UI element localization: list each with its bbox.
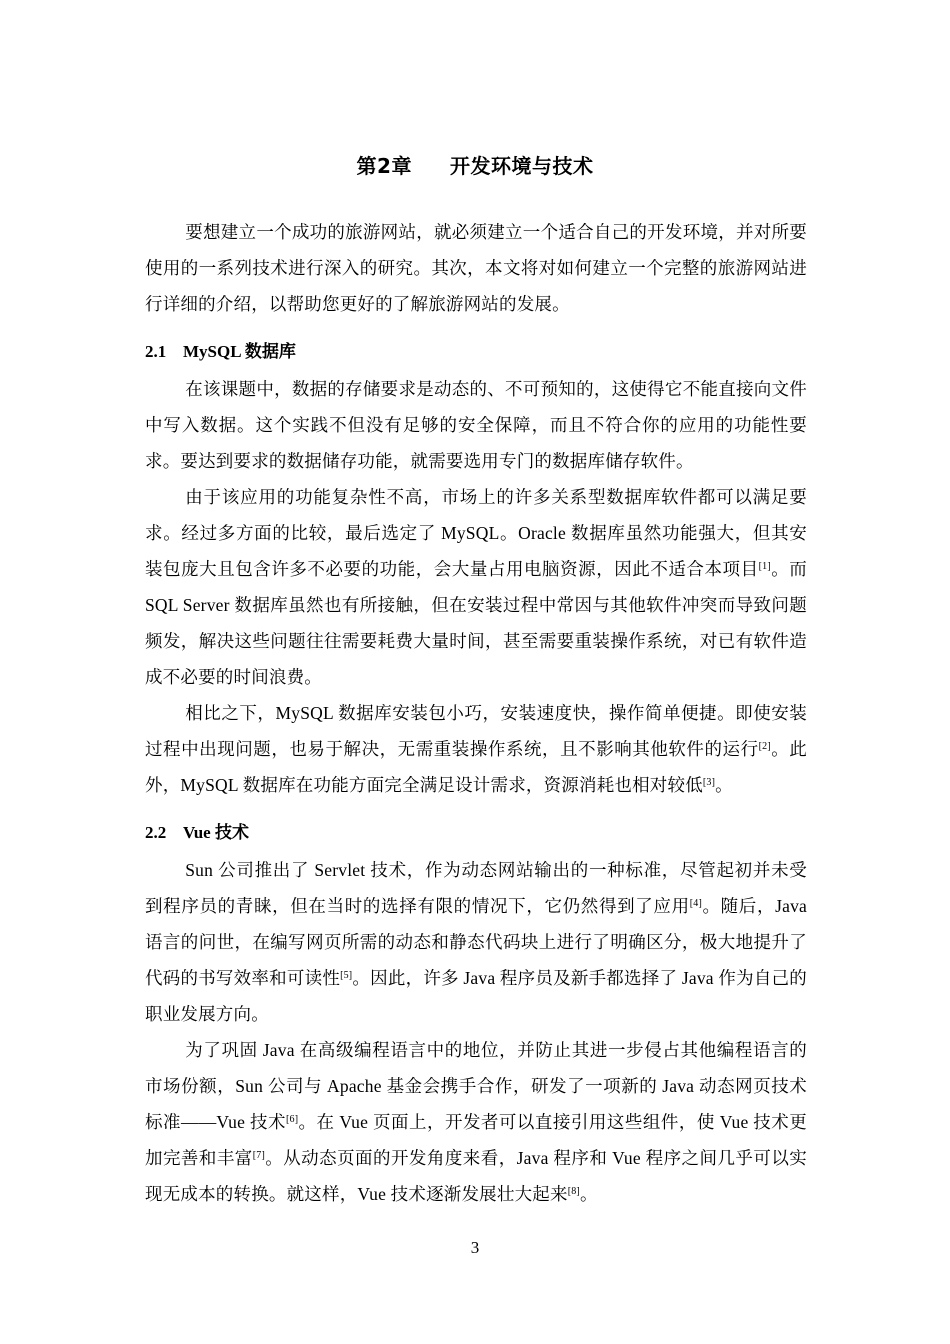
paragraph <box>145 1032 807 1212</box>
paragraph-text: Sun 公司推出了 Servlet 技术，作为动态网站输出的一种标准，尽管起初并未受到程序员的青睐，但在当时的选择有限的情况下，它仍然得到了应用 <box>145 860 807 916</box>
chapter-title <box>0 150 950 179</box>
paragraph-text: 由于该应用的功能复杂性不高，市场上的许多关系型数据库软件都可以满足要求。经过多方面的比较，最后选定了 MySQL。Oracle 数据库虽然功能强大，但其安装包庞大且包含许多不必要的功能，会大量占用电脑资源，因此不适合本项目 <box>145 487 807 579</box>
page-number: 3 <box>470 1238 480 1257</box>
citation-ref: [1] <box>758 561 771 572</box>
paragraph-text: 。 <box>579 1184 598 1204</box>
section-heading-2-2 <box>145 817 807 849</box>
citation-ref: [3] <box>702 777 716 788</box>
citation-ref: [4] <box>689 898 703 909</box>
chapter-name: 开发环境与技术 <box>449 154 594 178</box>
citation-ref: [6] <box>285 1114 299 1125</box>
paragraph-text: 为了巩固 Java 在高级编程语言中的地位，并防止其进一步侵占其他编程语言的市场份额，Sun 公司与 Apache 基金会携手合作，研发了一项新的 Java 动态网页技术标准——Vue 技术 <box>145 1040 807 1132</box>
paragraph-text: 。而 SQL Server 数据库虽然也有所接触，但在安装过程中常因与其他软件冲突而导致问题频发，解决这些问题往往需要耗费大量时间，甚至需要重装操作系统，对已有软件造成不必要的时间浪费。 <box>145 559 807 687</box>
citation-ref: [8] <box>567 1186 580 1197</box>
paragraph-text: 。从动态页面的开发角度来看，Java 程序和 Vue 程序之间几乎可以实现无成本的转换。就这样，Vue 技术逐渐发展壮大起来 <box>145 1148 807 1204</box>
paragraph-text: 。随后，Java 语言的问世，在编写网页所需的动态和静态代码块上进行了明确区分，极大地提升了代码的书写效率和可读性 <box>145 896 808 988</box>
paragraph <box>145 695 807 803</box>
section-number: 2.2 <box>145 823 167 842</box>
citation-ref: [7] <box>252 1150 266 1161</box>
paragraph-text: 。因此，许多 Java 程序员及新手都选择了 Java 作为自己的职业发展方向。 <box>145 968 807 1024</box>
paragraph <box>145 479 807 695</box>
section-heading-2-1 <box>145 336 807 368</box>
paragraph <box>145 852 807 1032</box>
citation-ref: [5] <box>340 970 353 981</box>
paragraph-text: 。 <box>715 775 733 795</box>
paragraph-text: 相比之下，MySQL 数据库安装包小巧，安装速度快，操作简单便捷。即使安装过程中出现问题，也易于解决，无需重装操作系统，且不影响其他软件的运行 <box>145 703 807 759</box>
section-title: Vue 技术 <box>183 823 249 842</box>
document-body <box>145 214 807 1212</box>
paragraph-text: 。在 Vue 页面上，开发者可以直接引用这些组件，使 Vue 技术更加完善和丰富 <box>145 1112 808 1168</box>
section-title: MySQL 数据库 <box>183 342 296 361</box>
citation-ref: [2] <box>758 741 771 752</box>
paragraph: 在该课题中，数据的存储要求是动态的、不可预知的，这使得它不能直接向文件中写入数据。这个实践不但没有足够的安全保障，而且不符合你的应用的功能性要求。要达到要求的数据储存功能，就需要选用专门的数据库储存软件。 <box>145 379 807 471</box>
section-number: 2.1 <box>145 342 167 361</box>
chapter-number: 第2章 <box>356 154 412 178</box>
intro-paragraph: 要想建立一个成功的旅游网站，就必须建立一个适合自己的开发环境，并对所要使用的一系列技术进行深入的研究。其次，本文将对如何建立一个完整的旅游网站进行详细的介绍，以帮助您更好的了解旅游网站的发展。 <box>145 222 807 314</box>
paragraph-text: 。此外，MySQL 数据库在功能方面完全满足设计需求，资源消耗也相对较低 <box>145 739 807 795</box>
